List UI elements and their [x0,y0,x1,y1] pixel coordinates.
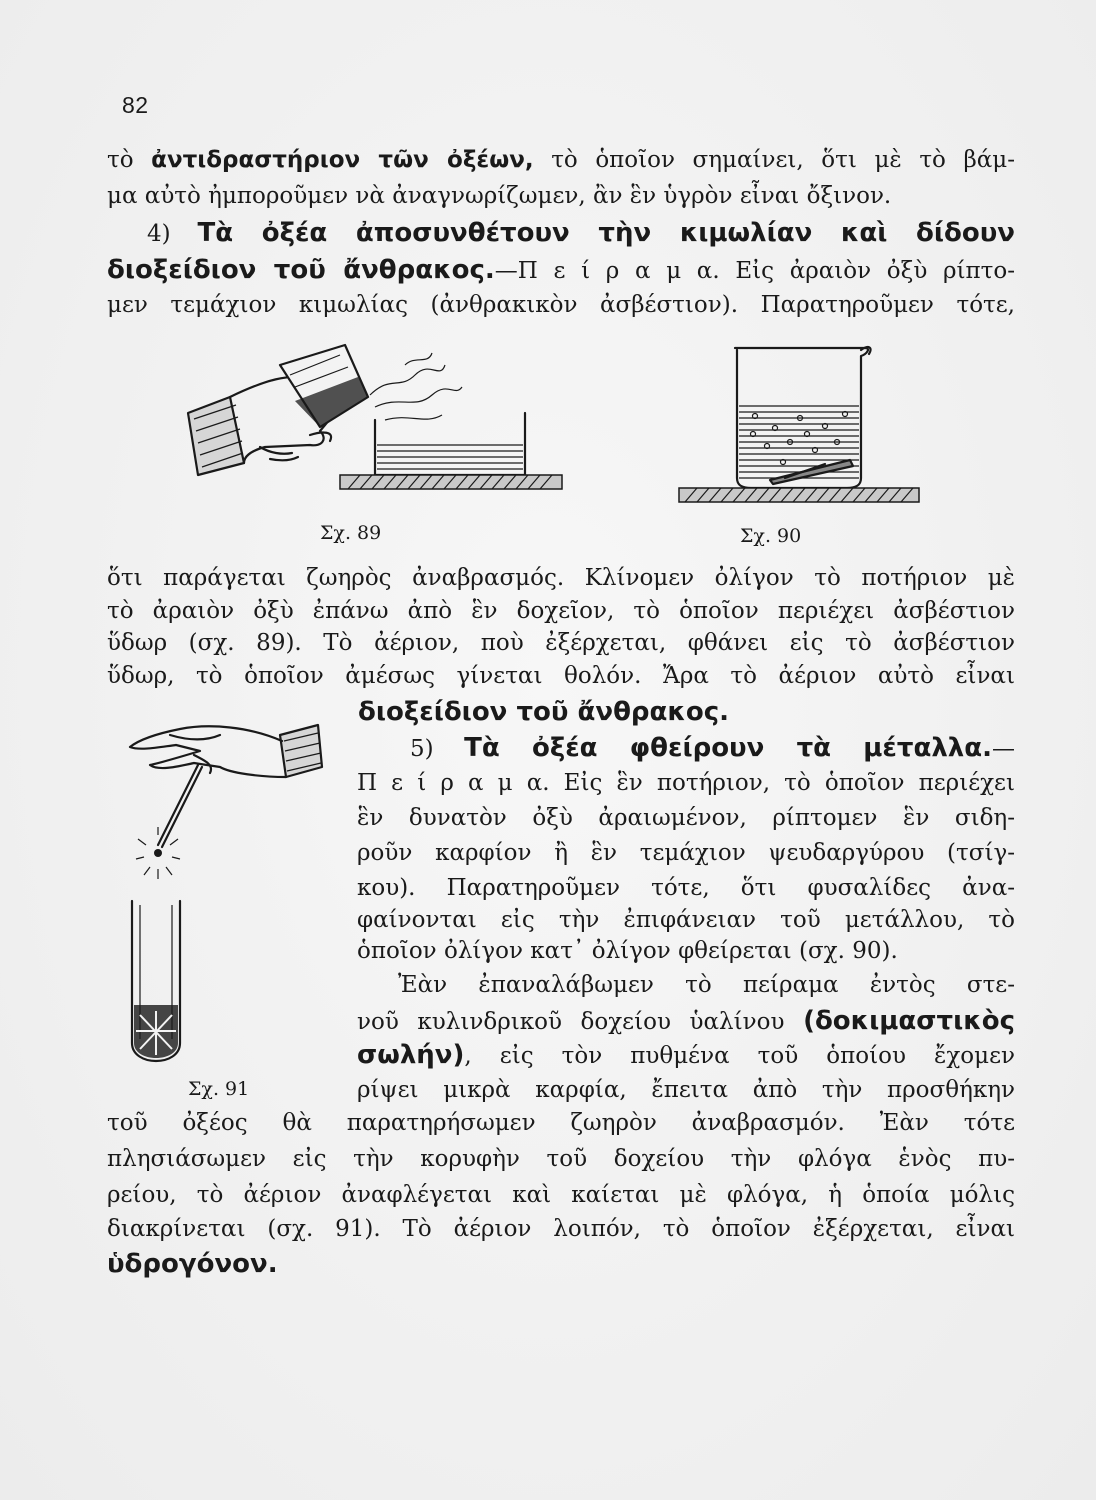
bold-heading: διοξείδιον τοῦ ἄνθρακος. [107,255,495,285]
page-number: 82 [122,92,149,118]
text-line-8: ὕδωρ (σχ. 89). Τὸ ἀέριον, ποὺ ἐξέρχεται, φθάνει εἰς τὸ ἀσβέστιον [107,630,1015,656]
text-line-19 [357,1006,1015,1037]
text-run: νοῦ κυλινδρικοῦ δοχείου ὑαλίνου [357,1009,804,1035]
text-line-13: ἓν δυνατὸν ὀξὺ ἀραιωμένον, ρίπτομεν ἓν σιδη- [357,805,1015,831]
text-line-2: μα αὐτὸ ἠμποροῦμεν νὰ ἀναγνωρίζωμεν, ἂν ἓν ὑγρὸν εἶναι ὄξινον. [107,183,892,209]
text-line-4 [107,255,1015,286]
gas-swirls [370,353,462,420]
bold-term: ἀντιδραστήριον τῶν ὀξέων, [151,147,534,173]
gas-bubbles [751,412,848,465]
text-line-24: ρείου, τὸ ἀέριον ἀναφλέγεται καὶ καίεται μὲ φλόγα, ἡ ὁποία μόλις [107,1182,1015,1208]
match-stick [158,765,202,847]
text-line-5: μεν τεμάχιον κιμωλίας (ἀνθρακικὸν ἀσβέστιον). Παρατηροῦμεν τότε, [107,292,1015,318]
text-line-20 [357,1040,1015,1071]
table-base [679,488,919,502]
text-line-15: κου). Παρατηροῦμεν τότε, ὅτι φυσαλίδες ἀνα- [357,875,1015,901]
text-run: Εἰς ἓν ποτήριον, τὸ ὁποῖον περιέχει [549,770,1015,796]
figure-91-caption: Σχ. 91 [188,1078,250,1100]
text-line-21: ρίψει μικρὰ καρφία, ἔπειτα ἀπὸ τὴν προσθήκην [357,1077,1015,1103]
figure-89-caption: Σχ. 89 [320,522,382,544]
section-heading-5 [410,733,1015,764]
text-line-14: ροῦν καρφίον ἢ ἓν τεμάχιον ψευδαργύρου (τσίγ- [357,840,1015,866]
text-line-12 [357,768,1015,798]
table-base [340,475,562,489]
tilted-glass [280,345,368,427]
experiment-label: Π ε ί ρ α μ α. [357,770,550,796]
text-line-23: πλησιάσωμεν εἰς τὴν κορυφὴν τοῦ δοχείου τὴν φλόγα ἑνὸς πυ- [107,1146,1015,1172]
figure-89-illustration [170,335,570,500]
bold-term: (δοκιμαστικὸς [803,1006,1015,1036]
dish-with-lime-water [375,413,525,475]
text-line-10 [358,697,1015,728]
text-run: Εἰς ἀραιὸν ὀξὺ ρίπτο- [719,258,1015,284]
text-run: τὸ ὁποῖον σημαίνει, ὅτι μὲ τὸ βάμ- [533,147,1015,173]
dash: — [992,736,1015,762]
figure-90-caption: Σχ. 90 [740,525,802,547]
bold-term: ὑδρογόνον. [107,1249,278,1279]
text-line-16: φαίνονται εἰς τὴν ἐπιφάνειαν τοῦ μετάλλου, τὸ [357,907,1015,933]
figure-91-illustration [110,705,330,1075]
experiment-label: Π ε ί ρ α μ α. [517,258,720,284]
cuff-shape [188,397,244,475]
cuff-shape [280,725,322,777]
section-number: 4) [147,221,198,247]
bold-term: σωλήν) [357,1040,465,1070]
text-line-26 [107,1249,1015,1280]
text-run: , εἰς τὸν πυθμένα τοῦ ὁποίου ἔχομεν [464,1043,1015,1069]
text-line-6: ὅτι παράγεται ζωηρὸς ἀναβρασμός. Κλίνομεν ὀλίγον τὸ ποτήριον μὲ [107,565,1015,591]
text-line-1 [107,145,1015,175]
hand-shape [130,726,286,777]
bold-term: διοξείδιον τοῦ ἄνθρακος. [358,697,730,727]
text-line-17: ὁποῖον ὀλίγον κατ᾿ ὀλίγον φθείρεται (σχ. 90). [357,938,898,964]
bold-heading: Τὰ ὀξέα ἀποσυνθέτουν τὴν κιμωλίαν καὶ δίδουν [197,218,1015,248]
bold-heading: Τὰ ὀξέα φθείρουν τὰ μέταλλα. [464,733,992,763]
text-run: τὸ [107,147,152,173]
section-heading-4 [147,218,1015,249]
section-number: 5) [410,736,465,762]
dash: — [494,258,518,284]
figure-90-illustration [675,338,925,508]
text-line-7: τὸ ἀραιὸν ὀξὺ ἐπάνω ἀπὸ ἓν δοχεῖον, τὸ ὁποῖον περιέχει ἀσβέστιον [107,598,1015,624]
text-line-18: Ἐὰν ἐπαναλάβωμεν τὸ πείραμα ἐντὸς στε- [398,972,1015,998]
flame-sparks [136,827,180,879]
text-line-9: ὕδωρ, τὸ ὁποῖον ἀμέσως γίνεται θολόν. Ἄρα τὸ ἀέριον αὐτὸ εἶναι [107,663,1015,689]
text-line-25: διακρίνεται (σχ. 91). Τὸ ἀέριον λοιπόν, τὸ ὁποῖον ἐξέρχεται, εἶναι [107,1216,1015,1242]
test-tube [132,901,180,1061]
text-line-22: τοῦ ὀξέος θὰ παρατηρήσωμεν ζωηρὸν ἀναβρασμόν. Ἐὰν τότε [107,1110,1015,1136]
